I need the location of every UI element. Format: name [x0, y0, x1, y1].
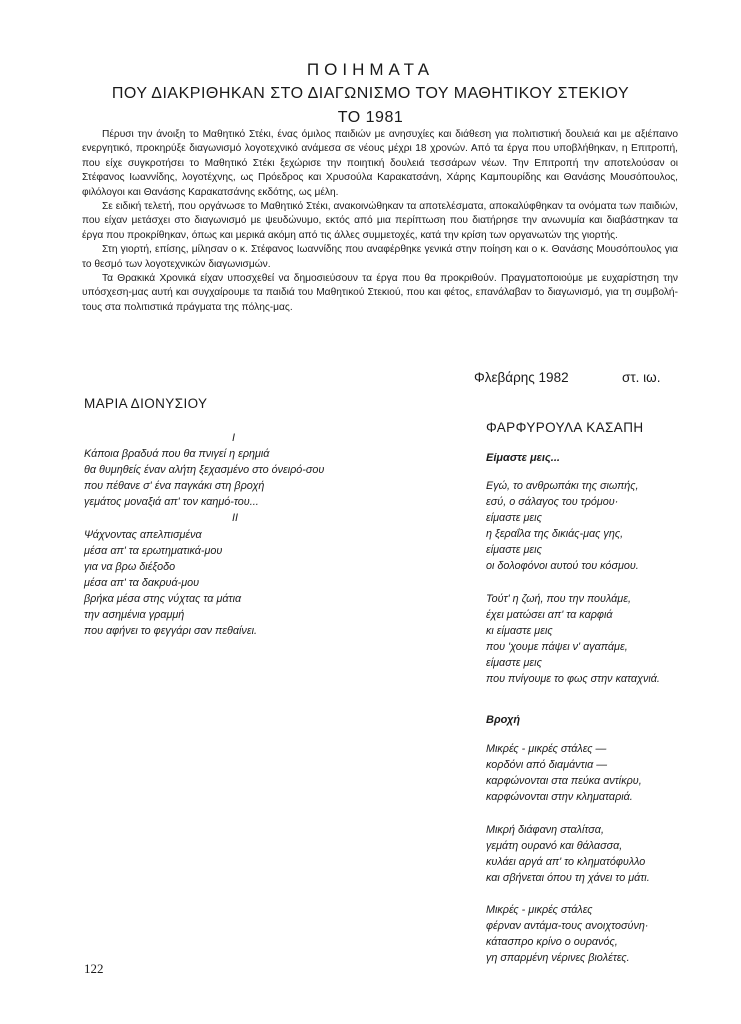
poem-line: Ψάχνοντας απελπισμένα — [84, 528, 202, 541]
poem-line: και σβήνεται όπου τη χάνει το μάτι. — [486, 871, 650, 884]
poem-line: είμαστε μεις — [486, 544, 542, 557]
page-header — [0, 58, 741, 130]
poem-line: έχει ματώσει απ' τα καρφιά — [486, 608, 613, 621]
intro-text — [82, 128, 678, 315]
poem-line: φέρναν αντάμα-τους ανοιχτοσύνη· — [486, 919, 649, 932]
left-poet-section — [84, 395, 384, 639]
poem-line: βρήκα μέσα στης νύχτας τα μάτια — [84, 592, 242, 605]
poem-line: που πέθανε σ' ένα παγκάκι στη βροχή — [84, 480, 265, 493]
poem-line: την ασημένια γραμμή — [84, 609, 185, 622]
signature-initials: στ. ιω. — [622, 370, 661, 385]
poem-line: που πνίγουμε το φως στην καταχνιά. — [486, 673, 660, 686]
poem-line: που αφήνει το φεγγάρι σαν πεθαίνει. — [84, 625, 257, 638]
poem-line: καρφώνονται στα πεύκα αντίκρυ, — [486, 775, 642, 788]
intro-paragraph: Πέρυσι την άνοιξη το Μαθητικό Στέκι, ένας όμιλος παιδιών με ανησυχίες και διάθεση για πολιτιστική δουλειά και με αξιέπαινο ενεργητικό, προκηρύξε διαγωνισμό λογοτεχνικό ανάμεσα σε νέους μέχρι 18 χρονών. Από τα έργα που υποβλήθηκαν, η Επιτροπή, που είχε συγκροτήσει το Μαθητικό Στέκι ξεχώρισε την ποιητική δουλειά τεσσάρων νέων. Την Επιτροπή την αποτελούσαν οι Στέφανος Ιωαννίδης, λογοτέχνης, ως Πρόεδρος και Χρυσούλα Καρακατσάνη, Χάρης Καμπουρίδης και Θανάσης Μουσόπουλος, φιλόλογοι και Θανάσης Καρακατσάνης εκδότης, ως μέλη. — [82, 129, 678, 198]
poem-line: κι είμαστε μεις — [486, 624, 553, 637]
page-number: 122 — [84, 961, 104, 976]
poem-line: για να βρω διέξοδο — [84, 560, 176, 573]
poem-line: Εγώ, το ανθρωπάκι της σιωπής, — [486, 480, 639, 492]
poem-line: γεμάτη ουρανό και θάλασσα, — [486, 839, 623, 852]
poem-title: Είμαστε μεις... — [486, 452, 560, 464]
poem-line: οι δολοφόνοι αυτού του κόσμου. — [486, 560, 639, 573]
poem-line: η ξεραΐλα της δικιάς-μας γης, — [486, 528, 624, 541]
poem-line: μέσα απ' τα δακρυά-μου — [84, 576, 200, 589]
page-subtitle-line-1: ΠΟΥ ΔΙΑΚΡΙΘΗΚΑΝ ΣΤΟ ΔΙΑΓΩΝΙΣΜΟ ΤΟΥ ΜΑΘΗΤΙΚΟΥ ΣΤΕΚΙΟΥ — [111, 85, 630, 102]
signature-date: Φλεβάρης 1982 — [474, 370, 569, 385]
page-title: ΠΟΙΗΜΑΤΑ — [306, 60, 435, 79]
right-poet-author: ΦΑΡΦΥΡΟΥΛΑ ΚΑΣΑΠΗ — [486, 420, 644, 435]
poem-line: είμαστε μεις — [486, 512, 542, 525]
right-poet-section — [486, 419, 706, 966]
poem-line: κάτασπρο κρίνο ο ουρανός, — [486, 936, 618, 949]
poem-line: θα θυμηθείς έναν αλήτη ξεχασμένο στο όνειρό-σου — [84, 464, 325, 477]
poem-line: μέσα απ' τα ερωτηματικά-μου — [84, 544, 223, 557]
poem-title: Βροχή — [486, 714, 521, 727]
poem-line: Τούτ' η ζωή, που την πουλάμε, — [486, 592, 631, 605]
poem-line: καρφώνονται στην κληματαριά. — [486, 791, 633, 804]
poem-line: κορδόνι από διαμάντια — — [486, 759, 608, 772]
poem-part-numeral: I — [232, 432, 235, 444]
poem-line: Κάποια βραδυά που θα πνιγεί η ερημιά — [84, 448, 270, 461]
poem-line: Μικρές - μικρές στάλες — [486, 903, 593, 916]
left-poet-author: ΜΑΡΙΑ ΔΙΟΝΥΣΙΟΥ — [84, 396, 208, 411]
poem-part-numeral: II — [232, 512, 238, 525]
poem-line: Μικρή διάφανη σταλίτσα, — [486, 823, 604, 836]
page-subtitle-line-2: ΤΟ 1981 — [337, 109, 404, 126]
poem-line: γη σπαρμένη νέρινες βιολέτες. — [486, 952, 630, 965]
poem-line: γεμάτος μοναξιά απ' τον καημό-του... — [84, 496, 259, 509]
poem-line: Μικρές - μικρές στάλες — — [486, 743, 607, 756]
intro-paragraph: Σε ειδική τελετή, που οργάνωσε το Μαθητικό Στέκι, ανακοινώθηκαν τα αποτελέσματα, αποκαλύφθηκαν τα ονόματα των παιδιών, που είχαν μετάσχει στο διαγωνισμό με ψευδώνυμο, εκτός από μια περίπτωση που διατήρησε την ανωνυμία και διαβάστηκαν τα έργα που προκρίθηκαν, όπως και μερικά ακόμη από τις άλλες συμμετοχές, κατά την κρίση των οργανωτών της γιορτής. — [82, 201, 678, 241]
poem-line: είμαστε μεις — [486, 656, 542, 669]
poem-line: κυλάει αργά απ' το κληματόφυλλο — [486, 855, 646, 868]
intro-paragraph: Στη γιορτή, επίσης, μίλησαν ο κ. Στέφανος Ιωαννίδης που αναφέρθηκε γενικά στην ποίηση και ο κ. Θανάσης Μουσόπουλος για το θεσμό των λογοτεχνικών διαγωνισμών. — [82, 244, 678, 270]
intro-paragraph: Τα Θρακικά Χρονικά είχαν υποσχεθεί να δημοσιεύσουν τα έργα που θα προκριθούν. Πραγματοποιούμε με ευχαρίστηση την υπόσχεση-μας αυτή και συγχαίρουμε τα παιδιά του Μαθητικού Στεκιού, που και φέτος, επανάλαβαν το διαγωνισμό, για τη συμβολή-τους στα πολιτιστικά πράγματα της πόλης-μας. — [82, 273, 678, 313]
poem-line: εσύ, ο σάλαγος του τρόμου· — [486, 496, 619, 509]
poem-line: που 'χουμε πάψει ν' αγαπάμε, — [486, 640, 628, 653]
